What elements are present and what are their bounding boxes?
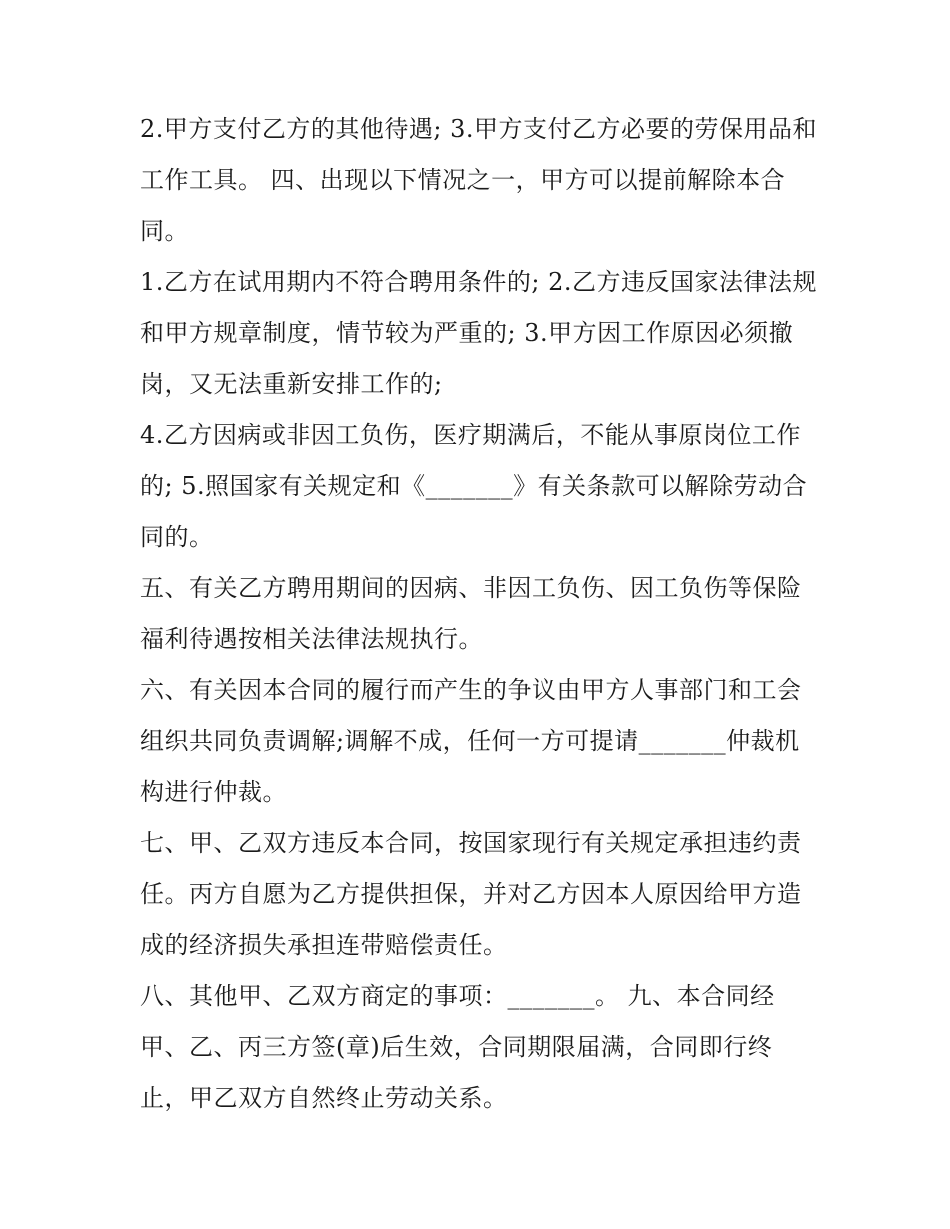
paragraph-section-seven: 七、甲、乙双方违反本合同，按国家现行有关规定承担违约责 任。丙方自愿为乙方提供担保，并对乙方因本人原因给甲方造 成的经济损失承担连带赔偿责任。	[140, 829, 802, 959]
contract-body	[140, 104, 820, 1124]
paragraph-section-five: 五、有关乙方聘用期间的因病、非因工负伤、因工负伤等保险 福利待遇按相关法律法规执行。	[140, 574, 802, 653]
paragraph-benefits: 2.甲方支付乙方的其他待遇; 3.甲方支付乙方必要的劳保用品和 工作工具。 四、出现以下情况之一，甲方可以提前解除本合 同。	[140, 115, 818, 245]
paragraph-illness-termination: 4.乙方因病或非因工负伤，医疗期满后，不能从事原岗位工作 的; 5.照国家有关规定和《_______》有关条款可以解除劳动合 同的。	[140, 421, 808, 551]
paragraph-termination-conditions: 1.乙方在试用期内不符合聘用条件的; 2.乙方违反国家法律法规 和甲方规章制度，情节较为严重的; 3.甲方因工作原因必须撤 岗，又无法重新安排工作的;	[140, 268, 818, 398]
paragraph-section-six: 六、有关因本合同的履行而产生的争议由甲方人事部门和工会 组织共同负责调解;调解不成，任何一方可提请_______仲裁机 构进行仲裁。	[140, 676, 802, 806]
paragraph-section-eight-nine: 八、其他甲、乙双方商定的事项：_______。 九、本合同经 甲、乙、丙三方签(章)后生效，合同期限届满，合同即行终 止，甲乙双方自然终止劳动关系。	[140, 982, 775, 1112]
